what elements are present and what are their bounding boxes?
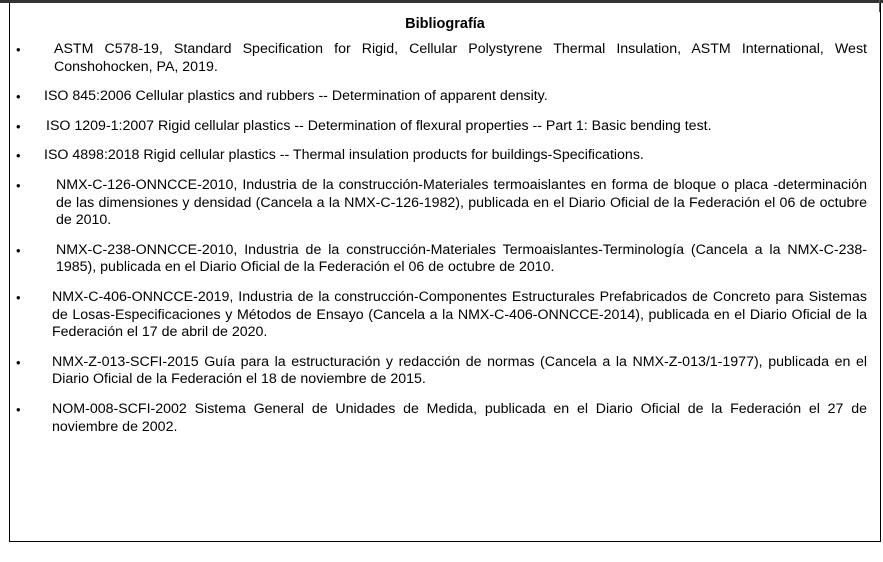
bullet-icon: • [16, 42, 21, 57]
bullet-icon: • [16, 177, 21, 193]
entry-text: ASTM C578-19, Standard Specification for Rigid, Cellular Polystyrene Thermal Insulation, ASTM International, West Conshohocken, PA, 2019. [54, 41, 867, 75]
bibliography-entry [16, 241, 867, 277]
bibliography-list [16, 41, 867, 436]
bibliography-box [9, 3, 881, 542]
entry-text: ISO 1209-1:2007 Rigid cellular plastics -- Determination of flexural properties -- Part 1: Basic bending test. [46, 117, 712, 134]
bibliography-entry [16, 41, 867, 76]
entry-text: NMX-C-238-ONNCCE-2010, Industria de la construcción-Materiales Termoaislantes-Terminología (Cancela a la NMX-C-238-1985), publicada en el Diario Oficial de la Federación el 06 de octubre de 2010. [56, 241, 867, 276]
bullet-icon: • [16, 89, 21, 105]
bibliography-entry [16, 147, 867, 165]
bibliography-entry [16, 400, 867, 436]
bibliography-entry [16, 88, 867, 106]
entry-text: NMX-Z-013-SCFI-2015 Guía para la estructuración y redacción de normas (Cancela a la NMX-Z-013/1-1977), publicada en el Diario Oficial de la Federación el 18 de noviembre de 2015. [52, 353, 867, 388]
bullet-icon: • [16, 118, 21, 134]
entry-text: NMX-C-126-ONNCCE-2010, Industria de la construcción-Materiales termoaislantes en forma de bloque o placa -determinación de las dimensiones y densidad (Cancela a la NMX-C-126-1982), publicada en el Diario Oficial de la Federación el 06 de octubre de 2010. [56, 176, 867, 229]
bullet-icon: • [16, 401, 21, 417]
entry-text: NOM-008-SCFI-2002 Sistema General de Unidades de Medida, publicada en el Diario Oficial de la Federación el 27 de noviembre de 2002. [52, 400, 867, 435]
entry-text: NMX-C-406-ONNCCE-2019, Industria de la construcción-Componentes Estructurales Prefabricados de Concreto para Sistemas de Losas-Especificaciones y Métodos de Ensayo (Cancela a la NMX-C-406-ONNCCE-2014), publicada en el Diario Oficial de la Federación el 17 de abril de 2020. [52, 288, 867, 341]
entry-text: ISO 4898:2018 Rigid cellular plastics -- Thermal insulation products for buildings-Specifications. [44, 147, 644, 164]
bibliography-entry [16, 288, 867, 342]
bibliography-entry [16, 117, 867, 136]
bibliography-entry [16, 176, 867, 230]
bibliography-heading: Bibliografía [405, 16, 485, 32]
bullet-icon: • [16, 148, 21, 164]
bullet-icon: • [16, 289, 21, 305]
bullet-icon: • [16, 242, 21, 258]
entry-text: ISO 845:2006 Cellular plastics and rubbers -- Determination of apparent density. [44, 88, 548, 105]
bibliography-entry [16, 353, 867, 389]
bullet-icon: • [16, 354, 21, 370]
